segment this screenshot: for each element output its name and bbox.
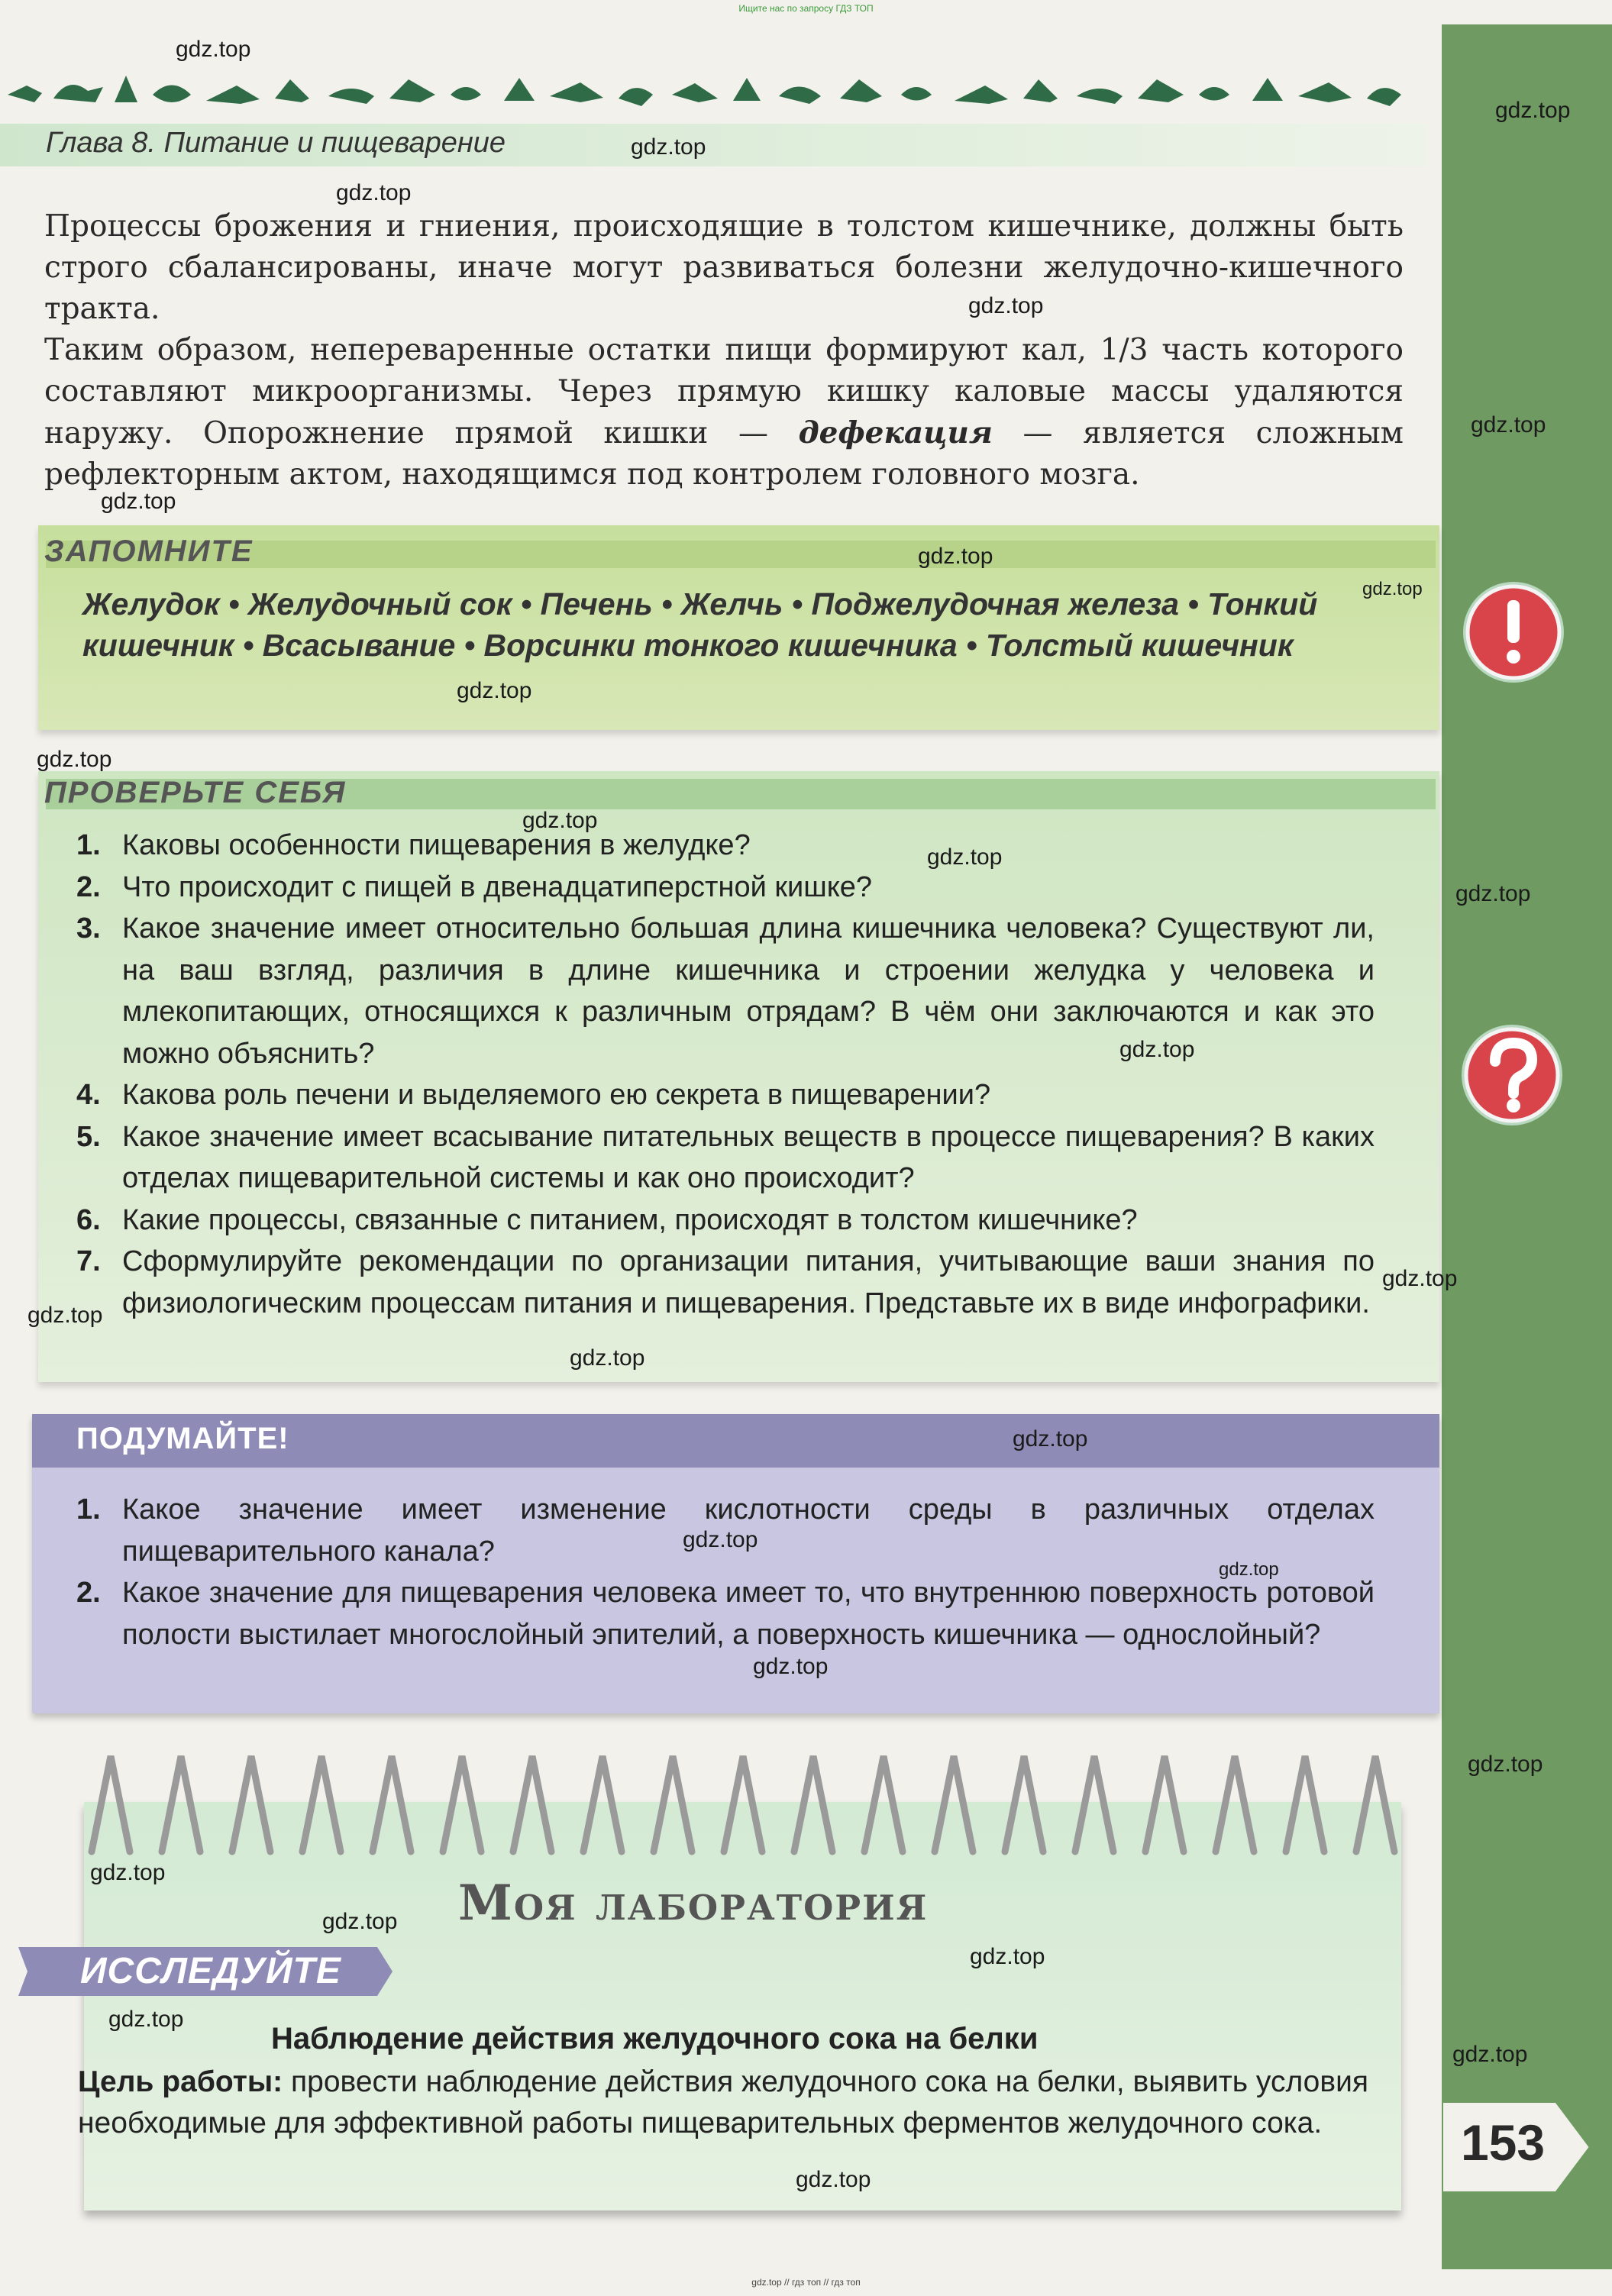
watermark: gdz.top xyxy=(1495,98,1571,123)
watermark: gdz.top xyxy=(1468,1752,1543,1777)
watermark: gdz.top xyxy=(1219,1559,1279,1580)
paragraph-text: Таким образом, непереваренные остатки пищи формируют кал, xyxy=(44,333,1100,367)
term-defecation: дефекация xyxy=(798,415,993,450)
question-item xyxy=(76,1116,1375,1200)
watermark: gdz.top xyxy=(1119,1037,1195,1062)
watermark: gdz.top xyxy=(753,1654,829,1679)
question-item xyxy=(76,1074,1375,1116)
watermark: gdz.top xyxy=(101,489,176,514)
question-number: 2. xyxy=(76,870,101,903)
watermark: gdz.top xyxy=(1382,1266,1458,1291)
question-item xyxy=(76,1200,1375,1242)
watermark: gdz.top xyxy=(970,1944,1045,1969)
paragraph-text: — является сложным рефлекторным актом, находящимся под контролем головного мозга. xyxy=(44,416,1404,492)
watermark: gdz.top xyxy=(683,1527,758,1552)
question-number: 1. xyxy=(76,1494,101,1526)
side-margin-strip xyxy=(1442,24,1612,2269)
watermark: gdz.top xyxy=(1455,881,1531,906)
exclamation-icon xyxy=(1460,579,1567,686)
question-number: 1. xyxy=(76,829,101,861)
paragraph-fermentation: Процессы брожения и гниения, происходящие в толстом кишечнике, должны быть строго сбалансированы, иначе могут развиваться болезни желудочно-кишечного тракта. xyxy=(44,209,1404,326)
question-text: Что происходит с пищей в двенадцатиперстной кишке? xyxy=(122,870,873,903)
notebook-spiral xyxy=(76,1749,1405,1863)
question-text: Сформулируйте рекомендации по организации питания, учитывающие ваши знания по физиологическим процессам питания и пищеварения. Представьте их в виде инфографики. xyxy=(122,1245,1375,1319)
explore-label: ИССЛЕДУЙТЕ xyxy=(80,1951,341,1991)
think-questions xyxy=(76,1489,1375,1655)
question-text: Какое значение имеет всасывание питательных веществ в процессе пищеварения? В каких отделах пищеварительной системы и как оно происходит? xyxy=(122,1120,1375,1194)
question-text: Какие процессы, связанные с питанием, происходят в толстом кишечнике? xyxy=(122,1203,1138,1236)
question-item xyxy=(76,825,1375,867)
watermark: gdz.top xyxy=(27,1303,103,1328)
watermark: gdz.top xyxy=(522,808,598,833)
check-title: ПРОВЕРЬТЕ СЕБЯ xyxy=(44,776,347,809)
question-text: Каковы особенности пищеварения в желудке? xyxy=(122,829,751,861)
watermark: gdz.top xyxy=(1013,1426,1088,1452)
watermark: gdz.top xyxy=(457,678,532,703)
question-number: 5. xyxy=(76,1120,101,1153)
fraction: 1/3 xyxy=(1100,333,1148,367)
watermark: gdz.top xyxy=(336,180,412,205)
watermark: gdz.top xyxy=(927,844,1003,870)
watermark: gdz.top xyxy=(176,37,251,62)
question-number: 3. xyxy=(76,912,101,945)
lab-goal xyxy=(78,2062,1368,2144)
question-text: Какова роль печени и выделяемого ею секрета в пищеварении? xyxy=(122,1079,991,1111)
watermark: gdz.top xyxy=(90,1860,166,1885)
remember-terms: Желудок • Желудочный сок • Печень • Желчь • Поджелудочная железа • Тонкий кишечник • Всасывание • Ворсинки тонкого кишечника • Толстый кишечник xyxy=(82,586,1318,663)
question-item xyxy=(76,1572,1375,1655)
question-icon xyxy=(1459,1022,1565,1129)
lab-subtitle: Наблюдение действия желудочного сока на белки xyxy=(271,2022,1039,2055)
watermark: gdz.top xyxy=(631,134,706,160)
lab-notebook xyxy=(84,1802,1401,2210)
lab-title: Моя лаборатория xyxy=(458,1875,929,1932)
watermark: gdz.top xyxy=(968,293,1044,318)
paragraph-defecation xyxy=(44,330,1404,496)
watermark: gdz.top xyxy=(37,747,112,772)
watermark: gdz.top xyxy=(796,2167,871,2192)
animal-silhouettes-border xyxy=(0,64,1436,118)
watermark: gdz.top xyxy=(570,1345,645,1371)
watermark: gdz.top xyxy=(1362,579,1423,599)
watermark: gdz.top xyxy=(322,1909,398,1934)
chapter-title: Глава 8. Питание и пищеварение xyxy=(46,127,506,159)
watermark: gdz.top xyxy=(918,544,993,569)
watermark: gdz.top xyxy=(1471,412,1546,438)
page-number: 153 xyxy=(1460,2114,1546,2171)
goal-text: провести наблюдение действия желудочного сока на белки, выявить условия необходимые для эффективной работы пищеварительных ферментов желудочного сока. xyxy=(78,2065,1368,2139)
footer-note: gdz.top // гдз топ // гдз топ xyxy=(751,2277,861,2288)
goal-label: Цель работы: xyxy=(78,2065,283,2098)
question-text: Какое значение для пищеварения человека имеет то, что внутреннюю поверхность ротовой полости выстилает многослойный эпителий, а поверхность кишечника — однослойный? xyxy=(122,1577,1375,1651)
question-text: Какое значение имеет относительно большая длина кишечника человека? Существуют ли, на ваш взгляд, различия в длине кишечника и строении желудка у человека и млекопитающих, относящихся к различным отрядам? В чём они заключаются и как это можно объяснить? xyxy=(122,912,1375,1070)
remember-title: ЗАПОМНИТЕ xyxy=(44,534,254,568)
question-number: 2. xyxy=(76,1577,101,1609)
paragraph-text: часть которого составляют микроорганизмы. Через прямую кишку каловые массы удаляются наружу. Опорожнение прямой кишки — xyxy=(44,333,1404,450)
think-title: ПОДУМАЙТЕ! xyxy=(76,1422,289,1455)
question-number: 6. xyxy=(76,1203,101,1236)
watermark: gdz.top xyxy=(1452,2042,1528,2067)
question-item xyxy=(76,867,1375,909)
question-text: Какое значение имеет изменение кислотности среды в различных отделах пищеварительного канала? xyxy=(122,1494,1375,1568)
check-questions xyxy=(76,825,1375,1324)
remember-stripe xyxy=(46,541,1436,568)
question-number: 7. xyxy=(76,1245,101,1277)
question-item xyxy=(76,1241,1375,1324)
question-number: 4. xyxy=(76,1079,101,1111)
header-note: Ищите нас по запросу ГДЗ ТОП xyxy=(738,3,874,14)
watermark: gdz.top xyxy=(108,2007,184,2032)
